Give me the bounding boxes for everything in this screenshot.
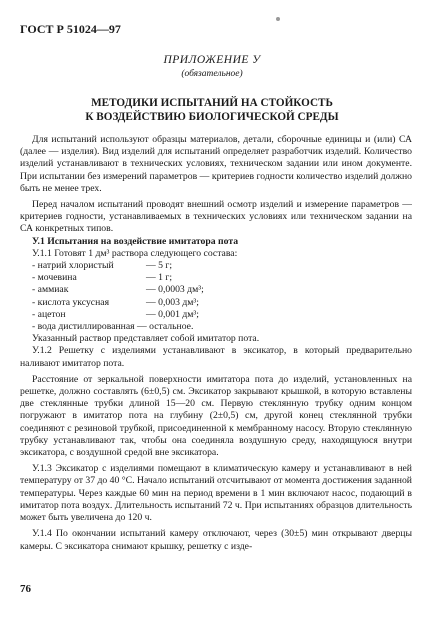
title-line-2: К ВОЗДЕЙСТВИЮ БИОЛОГИЧЕСКОЙ СРЕДЫ <box>85 111 339 123</box>
appendix-title: ПРИЛОЖЕНИЕ У <box>163 54 261 66</box>
ingredient-list <box>20 260 412 333</box>
ingredient-water: - вода дистиллированная — остальное. <box>32 321 194 333</box>
title-line-1: МЕТОДИКИ ИСПЫТАНИЙ НА СТОЙКОСТЬ <box>91 97 333 109</box>
ingredient-amount: — 1 г; <box>146 272 173 284</box>
ingredient-name: - мочевина <box>32 272 77 284</box>
ingredient-name: - ацетон <box>32 308 66 320</box>
page-number: 76 <box>20 583 31 595</box>
list-item <box>20 297 412 309</box>
paragraph-u14: У.1.4 По окончании испытаний камеру отключают, через (30±5) мин открывают дверцы камеры. С эксикатора снимают крышку, решетку с изде- <box>20 528 412 552</box>
ingredient-amount: — 0,003 дм³; <box>146 296 199 308</box>
document-title <box>0 96 424 124</box>
list-item <box>20 260 412 272</box>
ingredient-name: - натрий хлористый <box>32 260 114 272</box>
paragraph-u12: У.1.2 Решетку с изделиями устанавливают в эксикатор, в который предварительно наливают имитатор пота. <box>20 345 412 369</box>
scan-dot <box>276 17 280 21</box>
ingredient-name: - кислота уксусная <box>32 296 110 308</box>
list-item <box>20 321 412 333</box>
list-item <box>20 284 412 296</box>
section-heading: У.1 Испытания на воздействие имитатора пота <box>32 235 239 247</box>
ingredient-amount: — 0,001 дм³; <box>146 308 199 320</box>
paragraph-intro: Для испытаний используют образцы материалов, детали, сборочные единицы и (или) СА (далее — изделия). Вид изделий для испытаний определяет разработчик изделий. Количество изделий устанавливают в технических условиях, техническом задании или ином документе. При испытании без измерений параметров — критериев годности количество изделий должно быть не менее трех. <box>20 134 412 194</box>
list-item <box>20 272 412 284</box>
paragraph-distance: Расстояние от зеркальной поверхности имитатора пота до изделий, установленных на решетке, должно составлять (6±0,5) см. Эксикатор закрывают крышкой, в которую вставлены две стеклянные трубки длиной 15—20 см. Первую стеклянную трубку одним концом погружают в имитатор пота на глубину (2±0,5) см, другой конец стеклянной трубки соединяют с резиновой трубкой, присоединенной к мембранному насосу. Вторую стеклянную трубку устанавливают так, чтобы она соединяла воздушную среду, находящуюся внутри эксикатора, с воздушной средой вне эксикатора. <box>20 373 412 459</box>
paragraph-solution: Указанный раствор представляет собой имитатор пота. <box>32 333 260 345</box>
paragraph-inspection: Перед началом испытаний проводят внешний осмотр изделий и измерение параметров — критериев годности, устанавливаемых в технических условиях или техническом задании на СА конкретных типов. <box>20 199 412 235</box>
appendix-status: (обязательное) <box>181 69 243 79</box>
paragraph-u11: У.1.1 Готовят 1 дм³ раствора следующего состава: <box>32 247 238 259</box>
ingredient-name: - аммиак <box>32 284 69 296</box>
body-text <box>20 134 412 553</box>
standard-header: ГОСТ Р 51024—97 <box>20 22 121 36</box>
ingredient-amount: — 5 г; <box>146 260 173 272</box>
paragraph-u13: У.1.3 Эксикатор с изделиями помещают в климатическую камеру и устанавливают в ней температуру от 37 до 40 °С. Начало испытаний отсчитывают от момента достижения заданной температуры. Через каждые 60 мин на период времени в 1 мин включают насос, подающий в имитатор пота воздух. Длительность испытаний 72 ч. При испытаниях образцов длительность может быть увеличена до 120 ч. <box>20 463 412 524</box>
ingredient-amount: — 0,0003 дм³; <box>146 284 204 296</box>
list-item <box>20 309 412 321</box>
